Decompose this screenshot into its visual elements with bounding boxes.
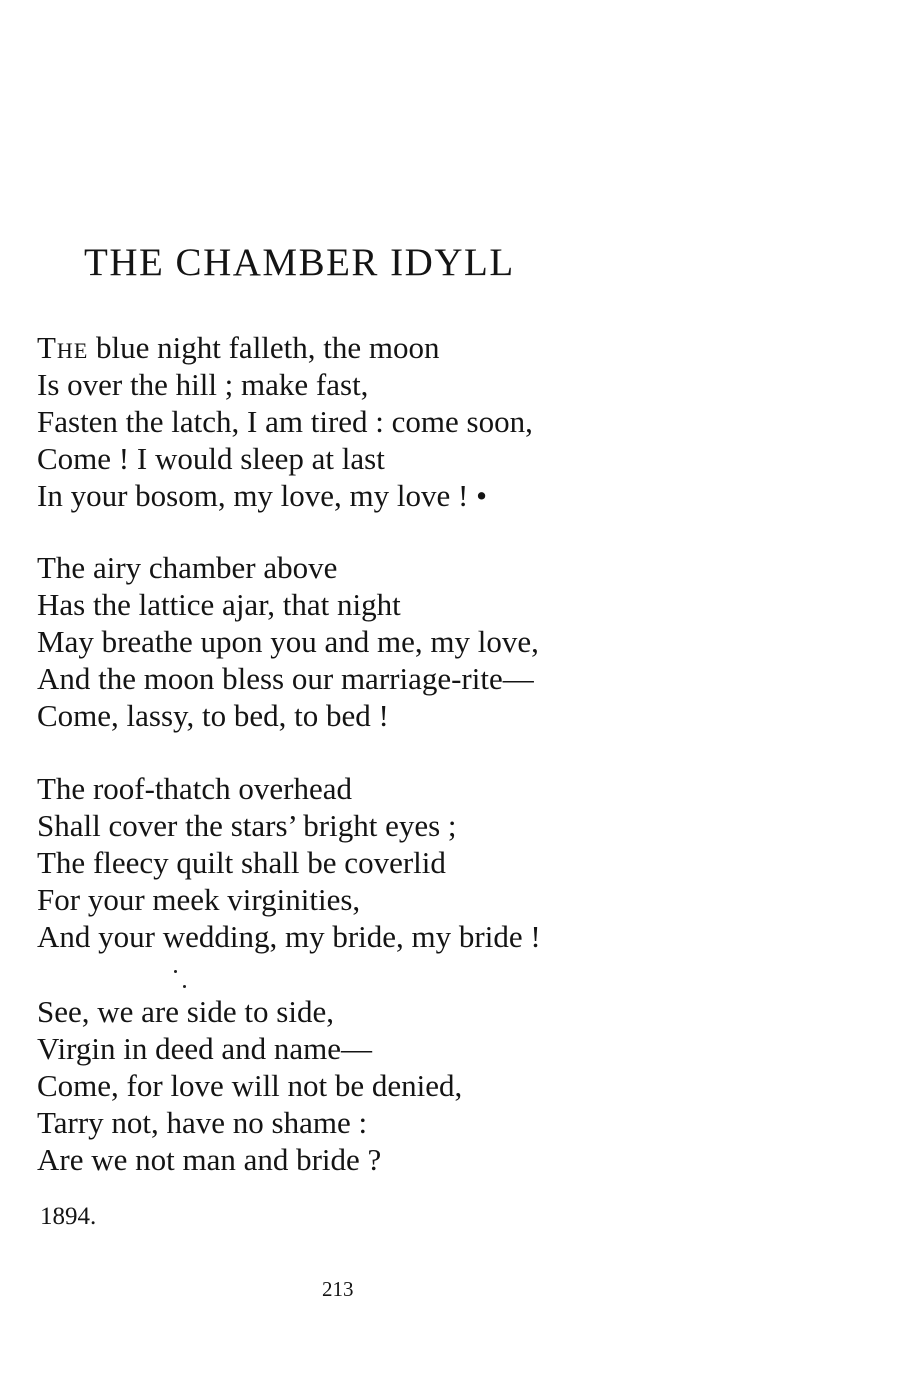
- poem-line: The fleecy quilt shall be coverlid: [37, 845, 446, 880]
- poem-line: Tarry not, have no shame :: [37, 1105, 368, 1140]
- poem-line: Come, lassy, to bed, to bed !: [37, 698, 389, 733]
- poem-line: The roof-thatch overhead: [37, 771, 353, 806]
- poem-line: For your meek virginities,: [37, 882, 361, 917]
- ink-speck: [174, 970, 177, 973]
- poem-line: Come, for love will not be denied,: [37, 1068, 463, 1103]
- stanza-2: [37, 549, 677, 734]
- poem-line: And the moon bless our marriage-rite—: [37, 661, 534, 696]
- page-number: 213: [322, 1277, 354, 1301]
- poem-date: 1894.: [40, 1203, 97, 1230]
- poem-line: [37, 329, 677, 366]
- poem-line: Has the lattice ajar, that night: [37, 587, 401, 622]
- poem-line: Fasten the latch, I am tired : come soon,: [37, 404, 533, 439]
- poem-line: May breathe upon you and me, my love,: [37, 624, 539, 659]
- stanza-3: [37, 770, 677, 955]
- poem-line: And your wedding, my bride, my bride !: [37, 919, 541, 954]
- poem-line: The airy chamber above: [37, 550, 338, 585]
- poem-line: Come ! I would sleep at last: [37, 441, 385, 476]
- poem-line: In your bosom, my love, my love ! •: [37, 478, 487, 513]
- poem-line: Shall cover the stars’ bright eyes ;: [37, 808, 457, 843]
- stanza-1: [37, 329, 677, 514]
- opening-word: The: [37, 330, 89, 365]
- poem-line: Are we not man and bride ?: [37, 1142, 382, 1177]
- poem-line: See, we are side to side,: [37, 994, 334, 1029]
- poem-line: Is over the hill ; make fast,: [37, 367, 369, 402]
- stanza-4: [37, 993, 677, 1178]
- ink-speck: [183, 985, 186, 988]
- poem-title: THE CHAMBER IDYLL: [84, 241, 515, 284]
- poem-line: Virgin in deed and name—: [37, 1031, 373, 1066]
- first-line-rest: blue night falleth, the moon: [88, 330, 440, 365]
